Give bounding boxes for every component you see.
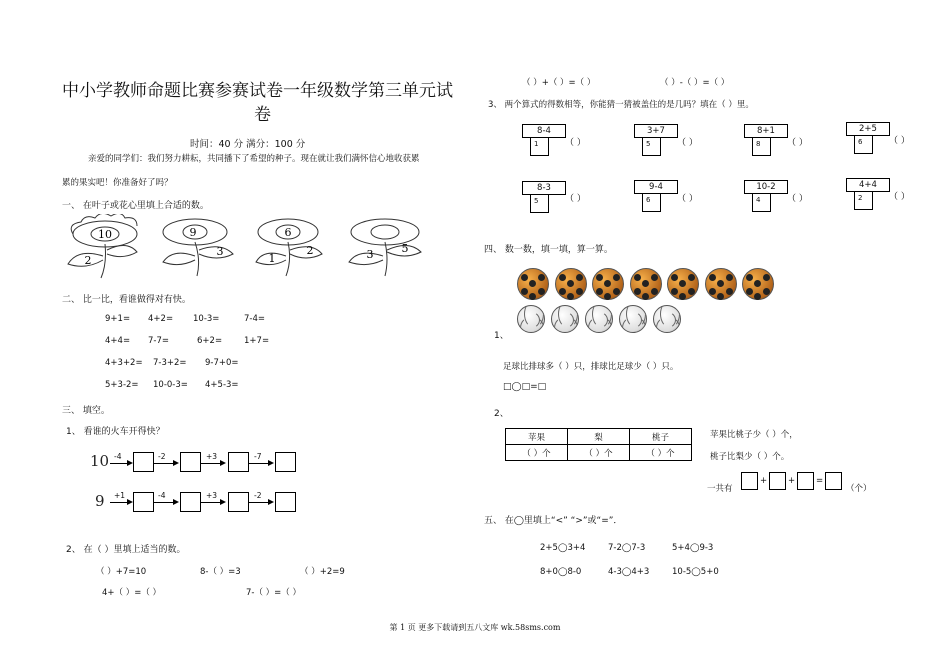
answer-box[interactable]: [133, 452, 154, 472]
section4-heading: 四、 数一数，填一填，算一算。: [484, 245, 613, 255]
total-suffix: （个）: [846, 484, 872, 494]
covered-card: [846, 122, 890, 155]
flower-4-left: 3: [366, 248, 374, 261]
covered-card: [522, 181, 566, 214]
card-mark: 6: [858, 138, 863, 146]
compare-item: 8+0◯8-0: [540, 567, 582, 577]
soccer-ball: [742, 268, 774, 300]
q1-number: 1、: [494, 331, 509, 341]
header-peach: 桃子: [630, 429, 692, 445]
plus-sign: +: [788, 476, 796, 486]
side-line1: 苹果比桃子少（ ）个，: [710, 430, 798, 440]
calc: 1+7=: [244, 336, 270, 346]
arrow: [110, 502, 128, 503]
fruit-table: [505, 428, 692, 461]
total-box-3[interactable]: [797, 472, 814, 490]
soccer-ball: [667, 268, 699, 300]
soccer-ball: [705, 268, 737, 300]
page-title-line1: 中小学教师命题比赛参赛试卷一年级数学第三单元试: [62, 81, 453, 101]
compare-item: 10-5◯5+0: [672, 567, 719, 577]
answer-box[interactable]: [228, 492, 249, 512]
volleyball: [551, 305, 579, 333]
card-mark: 5: [646, 140, 651, 148]
flower-3-center: 6: [284, 226, 292, 239]
compare-item: 5+4◯9-3: [672, 543, 714, 553]
fill-item: （ ）-（ ）=（ ）: [660, 78, 730, 88]
flower-4-right: 5: [401, 242, 409, 255]
answer-paren[interactable]: （ ）: [677, 138, 698, 148]
calc: 9+1=: [105, 314, 131, 324]
time-info: 时间：40 分 满分：100 分: [190, 139, 306, 150]
calc: 6+2=: [197, 336, 223, 346]
soccer-ball: [517, 268, 549, 300]
card-mark: 8: [756, 140, 761, 148]
answer-box[interactable]: [180, 492, 201, 512]
compare-item: 7-2◯7-3: [608, 543, 646, 553]
calc: 4+4=: [105, 336, 131, 346]
intro-line2: 累的果实吧！你准备好了吗？: [62, 178, 173, 188]
volleyball: [619, 305, 647, 333]
flower-2: [163, 219, 233, 276]
arrow: [110, 463, 128, 464]
card-mark: 1: [534, 140, 539, 148]
answer-paren[interactable]: （ ）: [889, 136, 910, 146]
q2-number: 2、: [494, 409, 509, 419]
flowers-illustration: [60, 214, 430, 280]
arrow: [201, 502, 221, 503]
flower-1: [68, 214, 137, 278]
volleyball: [585, 305, 613, 333]
fill-item: （ ）+（ ）=（ ）: [522, 78, 596, 88]
soccer-ball: [555, 268, 587, 300]
calc: 4+2=: [148, 314, 174, 324]
calc: 10-3=: [193, 314, 220, 324]
answer-paren[interactable]: （ ）: [889, 192, 910, 202]
covered-card: [744, 180, 788, 213]
section2-heading: 二、 比一比，看谁做得对有快。: [62, 295, 191, 305]
train2-op4: -2: [254, 491, 262, 500]
compare-item: 2+5◯3+4: [540, 543, 586, 553]
section5-heading: 五、 在◯里填上“<” “>”或“=”．: [484, 516, 623, 526]
flower-3: [256, 219, 322, 276]
apple-count[interactable]: （ ）个: [506, 445, 568, 461]
covered-card: [744, 124, 788, 157]
volleyball: [517, 305, 545, 333]
flower-4: [349, 219, 421, 276]
peach-count[interactable]: （ ）个: [630, 445, 692, 461]
flower-3-left: 1: [268, 252, 276, 265]
flower-2-center: 9: [189, 226, 197, 239]
plus-sign: +: [760, 476, 768, 486]
arrow: [154, 502, 174, 503]
train1-op4: -7: [254, 452, 262, 461]
fill-item: 7-（ ）=（ ）: [246, 588, 302, 598]
equals-sign: =: [816, 476, 824, 486]
card-mark: 2: [858, 194, 863, 202]
answer-paren[interactable]: （ ）: [787, 194, 808, 204]
card-expr: 3+7: [634, 124, 678, 138]
train1-op2: -2: [158, 452, 166, 461]
fill-item: （ ）+7=10: [96, 567, 147, 577]
section3-q2: 2、 在（ ）里填上适当的数。: [66, 545, 186, 555]
total-box-1[interactable]: [741, 472, 758, 490]
calc: 9-7+0=: [205, 358, 239, 368]
calc: 7-3+2=: [153, 358, 187, 368]
card-expr: 8-3: [522, 181, 566, 195]
arrow: [154, 463, 174, 464]
card-expr: 8+1: [744, 124, 788, 138]
arrow: [201, 463, 221, 464]
card-mark: 4: [756, 196, 761, 204]
arrow: [249, 463, 269, 464]
answer-paren[interactable]: （ ）: [565, 194, 586, 204]
flower-1-center: 10: [98, 228, 112, 241]
intro-line1: 亲爱的同学们：我们努力耕耘，共同播下了希望的种子。现在就让我们满怀信心地收获累: [88, 154, 420, 164]
page-title-line2: 卷: [254, 105, 271, 125]
compare-item: 4-3◯4+3: [608, 567, 650, 577]
total-prefix: 一共有: [707, 484, 733, 494]
section3-heading: 三、 填空。: [62, 406, 110, 416]
flower-2-right: 3: [216, 245, 224, 258]
calc: 4+3+2=: [105, 358, 143, 368]
card-expr: 2+5: [846, 122, 890, 136]
soccer-ball: [630, 268, 662, 300]
fill-item: 8-（ ）=3: [200, 567, 241, 577]
q1-formula: □◯□=□: [503, 382, 547, 392]
fill-item: 4+（ ）=（ ）: [102, 588, 162, 598]
flower-3-right: 2: [306, 244, 314, 257]
calc: 4+5-3=: [205, 380, 239, 390]
calc: 7-7=: [148, 336, 170, 346]
q3-heading: 3、 两个算式的得数相等，你能猜一猜被盖住的是几吗？填在（ ）里。: [488, 100, 754, 110]
covered-card: [846, 178, 890, 211]
answer-paren[interactable]: （ ）: [565, 138, 586, 148]
section3-q1: 1、 看谁的火车开得快？: [66, 427, 165, 437]
fill-item: （ ）+2=9: [300, 567, 345, 577]
answer-box[interactable]: [180, 452, 201, 472]
calc: 7-4=: [244, 314, 266, 324]
total-box-4[interactable]: [825, 472, 842, 490]
volleyball: [653, 305, 681, 333]
card-expr: 9-4: [634, 180, 678, 194]
covered-card: [522, 124, 566, 157]
answer-box[interactable]: [133, 492, 154, 512]
soccer-ball: [592, 268, 624, 300]
header-apple: 苹果: [506, 429, 568, 445]
covered-card: [634, 180, 678, 213]
card-expr: 4+4: [846, 178, 890, 192]
side-line2: 桃子比梨少（ ）个。: [710, 452, 790, 462]
calc: 5+3-2=: [105, 380, 139, 390]
train1-op1: -4: [114, 452, 122, 461]
card-expr: 8-4: [522, 124, 566, 138]
answer-paren[interactable]: （ ）: [787, 138, 808, 148]
card-expr: 10-2: [744, 180, 788, 194]
train2-op1: +1: [114, 491, 126, 500]
train2-op2: -4: [158, 491, 166, 500]
total-box-2[interactable]: [769, 472, 786, 490]
calc: 10-0-3=: [153, 380, 188, 390]
arrow: [249, 502, 269, 503]
answer-box[interactable]: [275, 452, 296, 472]
section1-heading: 一、 在叶子或花心里填上合适的数。: [62, 201, 209, 211]
train1-start: 10: [90, 452, 110, 470]
header-pear: 梨: [568, 429, 630, 445]
pear-count[interactable]: （ ）个: [568, 445, 630, 461]
train1-op3: +3: [206, 452, 218, 461]
train2-start: 9: [95, 492, 105, 510]
covered-card: [634, 124, 678, 157]
answer-box[interactable]: [275, 492, 296, 512]
q1-text: 足球比排球多（ ）只，排球比足球少（ ）只。: [503, 362, 679, 372]
page-footer: 第 1 页 更多下载请到五八文库 wk.58sms.com: [389, 623, 561, 632]
answer-box[interactable]: [228, 452, 249, 472]
answer-paren[interactable]: （ ）: [677, 194, 698, 204]
card-mark: 5: [534, 197, 539, 205]
flower-1-left: 2: [84, 254, 92, 267]
card-mark: 6: [646, 196, 651, 204]
train2-op3: +3: [206, 491, 218, 500]
